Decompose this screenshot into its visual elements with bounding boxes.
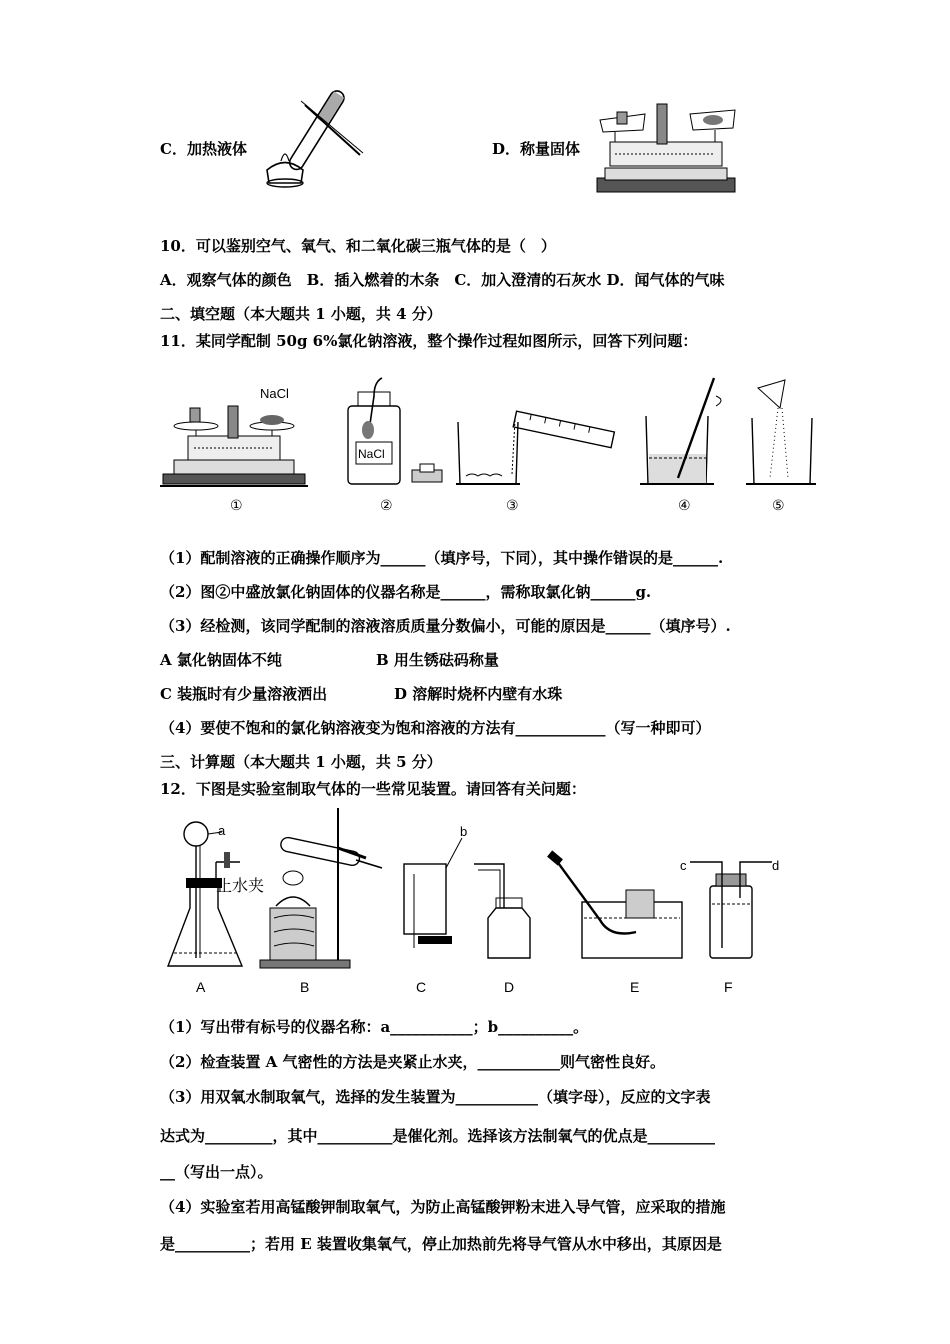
q11-part2: （2）图②中盛放氯化钠固体的仪器名称是______，需称取氯化钠______g.	[160, 583, 652, 601]
q11-option-b: B 用生锈砝码称量	[376, 651, 499, 669]
label-a: a	[218, 823, 226, 838]
q12-part4-line1: （4）实验室若用高锰酸钾制取氧气，为防止高锰酸钾粉末进入导气管，应采取的措施	[160, 1198, 726, 1216]
step-2-label: ②	[380, 498, 393, 514]
q12-part4-line2: 是__________；若用 E 装置收集氧气，停止加热前先将导气管从水中移出，其原因是	[160, 1235, 722, 1253]
q10-options: A．观察气体的颜色 B．插入燃着的木条 C．加入澄清的石灰水 D．闻气体的气味	[160, 271, 725, 289]
q12-apparatus-figure	[160, 808, 800, 998]
nacl-label-balance: NaCl	[260, 386, 289, 401]
step-3-label: ③	[506, 498, 519, 514]
apparatus-a-label: A	[196, 979, 206, 995]
q12-part3-line3: __（写出一点）。	[160, 1163, 273, 1181]
section-fill-in: 二、填空题（本大题共 1 小题，共 4 分）	[160, 305, 442, 323]
q12-part3-line2: 达式为_________，其中__________是催化剂。选择该方法制氧气的优点是_________	[160, 1127, 716, 1145]
apparatus-b-label: B	[300, 979, 310, 995]
option-c-heating-liquid: C．加热液体	[160, 140, 247, 158]
q12-part3-line1: （3）用双氧水制取氧气，选择的发生装置为___________（填字母），反应的文字表	[160, 1088, 711, 1106]
apparatus-c-label: C	[416, 979, 427, 995]
q11-option-d: D 溶解时烧杯内壁有水珠	[394, 685, 563, 703]
q11-stem: 11．某同学配制 50g 6%氯化钠溶液，整个操作过程如图所示，回答下列问题：	[160, 332, 698, 350]
q11-option-a: A 氯化钠固体不纯	[160, 651, 282, 669]
option-d-weighing-solid: D．称量固体	[492, 140, 581, 158]
step-1-label: ①	[230, 498, 243, 514]
q12-stem: 12．下图是实验室制取气体的一些常见装置。请回答有关问题：	[160, 780, 586, 798]
weighing-solid-figure	[595, 100, 740, 195]
label-b: b	[460, 824, 468, 839]
q10-stem: 10．可以鉴别空气、氧气、和二氧化碳三瓶气体的是（ ）	[160, 237, 556, 255]
heating-liquid-figure	[255, 75, 375, 195]
q11-part1: （1）配制溶液的正确操作顺序为______（填序号，下同），其中操作错误的是______.	[160, 549, 724, 567]
q11-procedure-figure	[160, 378, 830, 513]
label-d: d	[772, 858, 780, 873]
q11-option-c: C 装瓶时有少量溶液洒出	[160, 685, 328, 703]
nacl-label-bottle: NaCl	[358, 447, 385, 461]
label-c: c	[680, 858, 687, 873]
label-clamp: 止水夹	[216, 878, 265, 895]
apparatus-f-label: F	[724, 979, 733, 995]
q12-part2: （2）检查装置 A 气密性的方法是夹紧止水夹，___________则气密性良好。	[160, 1053, 666, 1071]
section-calculation: 三、计算题（本大题共 1 小题，共 5 分）	[160, 753, 442, 771]
q11-part4: （4）要使不饱和的氯化钠溶液变为饱和溶液的方法有____________（写一种即可）	[160, 719, 711, 737]
q11-part3: （3）经检测，该同学配制的溶液溶质质量分数偏小，可能的原因是______（填序号）.	[160, 617, 731, 635]
apparatus-e-label: E	[630, 979, 640, 995]
step-5-label: ⑤	[772, 498, 785, 514]
step-4-label: ④	[678, 498, 691, 514]
q12-part1: （1）写出带有标号的仪器名称：a___________；b__________。	[160, 1018, 589, 1036]
apparatus-d-label: D	[504, 979, 515, 995]
